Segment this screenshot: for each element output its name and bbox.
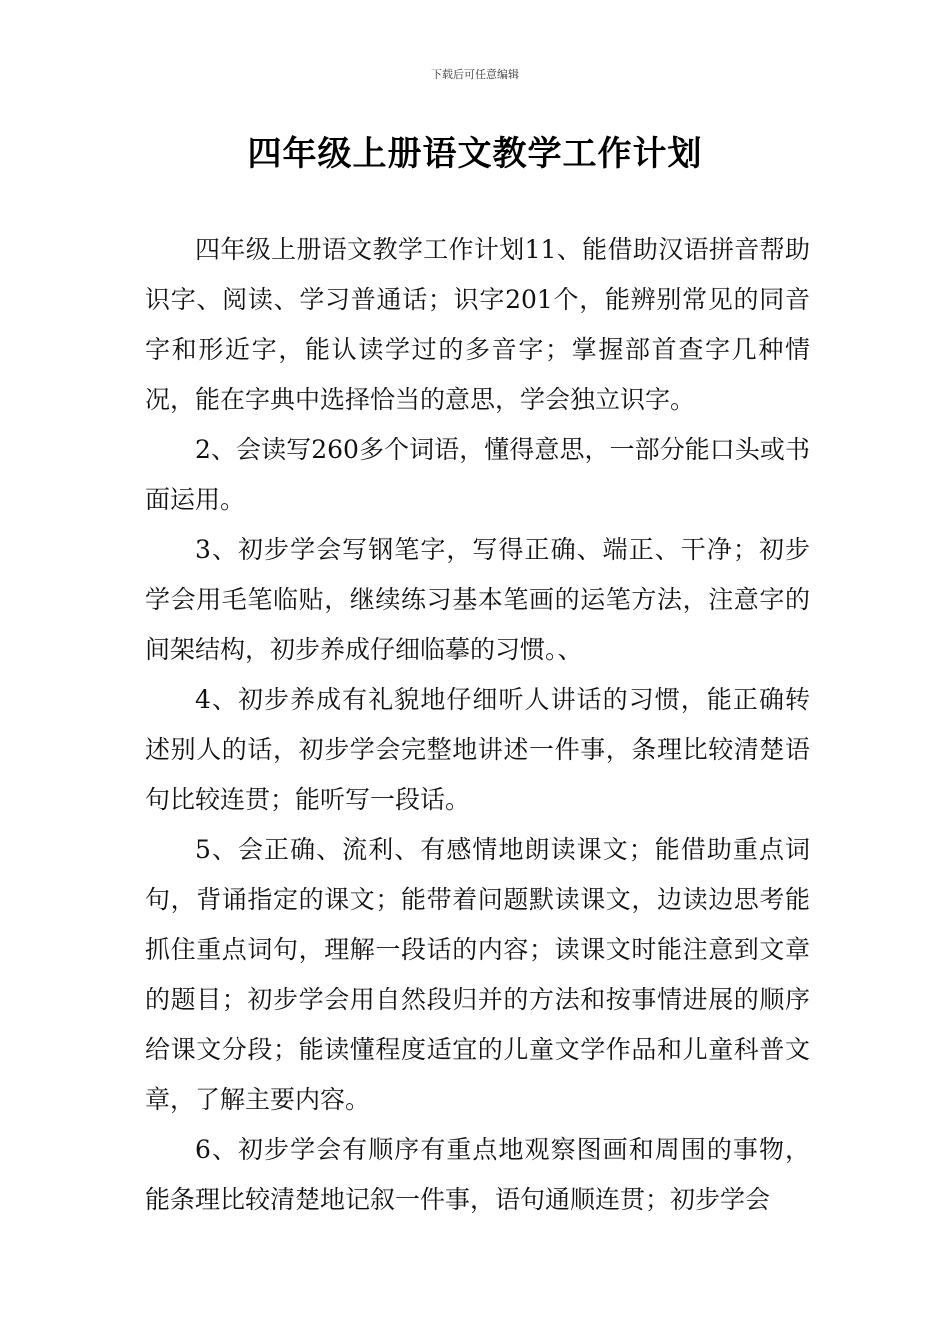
paragraph-6: 6、初步学会有顺序有重点地观察图画和周围的事物，能条理比较清楚地记叙一件事，语句通顺连贯；初步学会 (145, 1135, 810, 1214)
document-body (145, 225, 810, 1225)
paragraph-3: 3、初步学会写钢笔字，写得正确、端正、干净；初步学会用毛笔临贴，继续练习基本笔画的运笔方法，注意字的间架结构，初步养成仔细临摹的习惯。、 (145, 535, 810, 664)
document-title: 四年级上册语文教学工作计划 (247, 134, 703, 174)
header-note: 下载后可任意编辑 (431, 68, 519, 81)
paragraph-1: 四年级上册语文教学工作计划11、能借助汉语拼音帮助识字、阅读、学习普通话；识字201个，能辨别常见的同音字和形近字，能认读学过的多音字；掌握部首查字几种情况，能在字典中选择恰当的意思，学会独立识字。 (145, 235, 810, 414)
paragraph-5: 5、会正确、流利、有感情地朗读课文；能借助重点词句，背诵指定的课文；能带着问题默读课文，边读边思考能抓住重点词句，理解一段话的内容；读课文时能注意到文章的题目；初步学会用自然段归并的方法和按事情进展的顺序给课文分段；能读懂程度适宜的儿童文学作品和儿童科普文章，了解主要内容。 (145, 835, 810, 1114)
paragraph-4: 4、初步养成有礼貌地仔细听人讲话的习惯，能正确转述别人的话，初步学会完整地讲述一件事，条理比较清楚语句比较连贯；能听写一段话。 (145, 685, 810, 814)
paragraph-2: 2、会读写260多个词语，懂得意思，一部分能口头或书面运用。 (145, 435, 810, 514)
